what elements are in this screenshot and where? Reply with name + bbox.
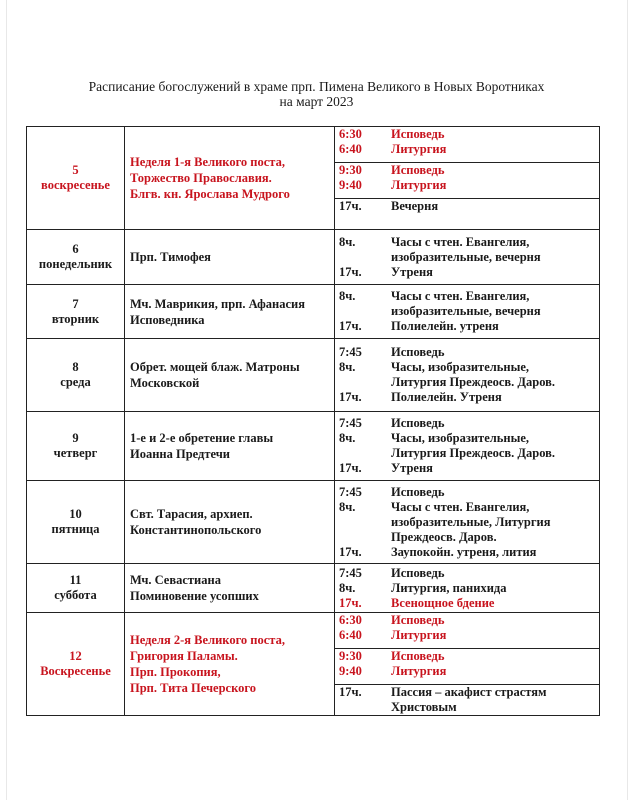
service-name — [391, 545, 599, 560]
schedule-row — [27, 285, 600, 339]
service-line — [335, 127, 599, 142]
service-time: 17ч. — [339, 595, 362, 610]
service-name — [391, 345, 599, 360]
service-name — [391, 142, 599, 157]
weekday: пятница — [51, 522, 100, 536]
service-text: Всенощное бдение — [391, 595, 495, 610]
document-title — [0, 79, 633, 109]
service-name — [391, 613, 599, 628]
feast-line: Неделя 2-я Великого поста, — [130, 633, 285, 647]
service-text: Часы, изобразительные, — [391, 431, 530, 445]
service-time: 6:30 — [339, 613, 362, 627]
schedule-row — [27, 127, 600, 230]
service-time: 6:40 — [339, 142, 362, 156]
service-time: 8ч. — [339, 580, 356, 595]
feast-line: Поминовение усопших — [130, 589, 259, 603]
service-time: 7:45 — [339, 416, 362, 430]
service-time: 9:30 — [339, 649, 362, 663]
feast-cell — [125, 285, 335, 339]
service-line — [335, 566, 599, 581]
service-time: 8ч. — [339, 234, 356, 249]
service-text: изобразительные, вечерня — [391, 249, 541, 264]
day-number: 7 — [72, 296, 79, 311]
service-line — [335, 545, 599, 560]
service-group — [335, 684, 599, 715]
feast-cell — [125, 481, 335, 564]
service-group — [335, 566, 599, 611]
feast-cell — [125, 564, 335, 613]
service-text: Заупокойн. утреня, лития — [391, 544, 537, 559]
day-number: 10 — [69, 507, 82, 521]
feast-line: Константинопольского — [130, 523, 262, 537]
service-time: 17ч. — [339, 199, 362, 213]
service-time: 8ч. — [339, 360, 356, 374]
service-name — [391, 461, 599, 476]
service-text: Литургия — [391, 142, 447, 156]
service-time: 17ч. — [339, 461, 362, 475]
service-name — [391, 431, 599, 461]
weekday: суббота — [54, 588, 97, 602]
feast-line: Обрет. мощей блаж. Матроны — [130, 360, 300, 374]
feast-line: Мч. Севастиана — [130, 573, 221, 587]
service-line — [335, 500, 599, 545]
service-text: Христовым — [391, 700, 457, 714]
service-text: Литургия, панихида — [391, 580, 507, 595]
service-text: Часы с чтен. Евангелия, — [391, 289, 530, 303]
service-text: Исповедь — [391, 345, 445, 359]
service-line — [335, 461, 599, 476]
feast-cell — [125, 613, 335, 716]
services-cell — [335, 613, 600, 716]
feast-line: Иоанна Предтечи — [130, 447, 231, 461]
day-cell — [27, 613, 125, 716]
service-name — [391, 235, 599, 265]
service-name — [391, 360, 599, 390]
feast-line: Торжество Православия. — [130, 171, 272, 185]
service-group — [335, 198, 599, 229]
weekday: четверг — [53, 446, 98, 460]
service-line — [335, 649, 599, 664]
feast-line: Свт. Тарасия, архиеп. — [130, 507, 253, 521]
service-time: 8ч. — [339, 499, 356, 514]
service-time: 8ч. — [339, 289, 356, 303]
service-name — [391, 664, 599, 679]
service-text: Литургия Преждеосв. Даров. — [391, 375, 556, 389]
service-text: Исповедь — [391, 127, 445, 141]
feast-line: Блгв. кн. Ярослава Мудрого — [130, 187, 290, 201]
schedule-row — [27, 230, 600, 285]
service-line — [335, 163, 599, 178]
services-cell — [335, 481, 600, 564]
feast-line: Московской — [130, 376, 200, 390]
service-name — [391, 485, 599, 500]
schedule-row — [27, 613, 600, 716]
service-line — [335, 613, 599, 628]
schedule-row — [27, 339, 600, 412]
service-text: Вечерня — [391, 199, 439, 213]
service-name — [391, 178, 599, 193]
day-cell — [27, 339, 125, 412]
service-text: Исповедь — [391, 416, 445, 430]
service-name — [391, 649, 599, 664]
service-time: 7:45 — [339, 565, 362, 580]
service-line — [335, 431, 599, 461]
service-time: 6:30 — [339, 127, 362, 141]
service-group — [335, 416, 599, 476]
service-text: Литургия Преждеосв. Даров. — [391, 446, 556, 460]
feast-line: Григория Паламы. — [130, 649, 238, 663]
service-text: Исповедь — [391, 613, 445, 627]
service-time: 7:45 — [339, 345, 362, 359]
services-cell — [335, 230, 600, 285]
weekday: среда — [60, 375, 91, 389]
service-text: Часы с чтен. Евангелия, — [391, 499, 530, 514]
service-name — [391, 685, 599, 715]
service-time: 8ч. — [339, 431, 356, 445]
service-line — [335, 581, 599, 596]
service-name — [391, 390, 599, 405]
services-cell — [335, 412, 600, 481]
service-line — [335, 319, 599, 334]
weekday: вторник — [51, 311, 100, 326]
day-cell — [27, 230, 125, 285]
service-time: 9:30 — [339, 163, 362, 177]
service-line — [335, 390, 599, 405]
day-cell — [27, 285, 125, 339]
feast-cell — [125, 127, 335, 230]
service-group — [335, 162, 599, 198]
schedule-row — [27, 481, 600, 564]
service-text: Исповедь — [391, 484, 445, 499]
feast-line: Исповедника — [130, 312, 205, 327]
service-name — [391, 127, 599, 142]
service-name — [391, 319, 599, 334]
feast-cell — [125, 412, 335, 481]
service-name — [391, 500, 599, 545]
service-group — [335, 613, 599, 648]
day-cell — [27, 481, 125, 564]
feast-line: Прп. Тита Печерского — [130, 681, 256, 695]
service-line — [335, 485, 599, 500]
service-time: 9:40 — [339, 664, 362, 678]
service-group — [335, 289, 599, 334]
weekday: понедельник — [38, 257, 113, 271]
feast-line: Прп. Тимофея — [130, 250, 211, 264]
service-name — [391, 596, 599, 611]
service-text: Исповедь — [391, 163, 445, 177]
feast-line: Прп. Прокопия, — [130, 665, 221, 679]
service-name — [391, 628, 599, 643]
service-text: Часы, изобразительные, — [391, 360, 530, 374]
service-text: Литургия — [391, 664, 447, 678]
day-number: 8 — [72, 360, 79, 374]
day-number: 6 — [72, 242, 79, 256]
services-cell — [335, 285, 600, 339]
service-text: Преждеосв. Даров. — [391, 529, 497, 544]
service-text: Пассия – акафист страстям — [391, 685, 547, 699]
service-group — [335, 648, 599, 684]
service-line — [335, 685, 599, 715]
day-number: 5 — [72, 163, 79, 177]
service-line — [335, 235, 599, 265]
service-group — [335, 345, 599, 405]
service-line — [335, 178, 599, 193]
service-text: изобразительные, вечерня — [391, 304, 541, 318]
title-line-1: Расписание богослужений в храме прп. Пимена Великого в Новых Воротниках — [88, 79, 545, 94]
service-group — [335, 485, 599, 560]
services-cell — [335, 127, 600, 230]
day-cell — [27, 127, 125, 230]
service-time: 7:45 — [339, 484, 362, 499]
service-group — [335, 127, 599, 162]
schedule-row — [27, 564, 600, 613]
service-line — [335, 345, 599, 360]
service-line — [335, 142, 599, 157]
service-name — [391, 581, 599, 596]
service-text: Исповедь — [391, 649, 445, 663]
service-time: 17ч. — [339, 685, 362, 699]
service-line — [335, 416, 599, 431]
day-cell — [27, 412, 125, 481]
schedule-row — [27, 412, 600, 481]
service-name — [391, 289, 599, 319]
service-text: Полиелейн. Утреня — [391, 390, 502, 404]
service-line — [335, 360, 599, 390]
day-number: 12 — [69, 649, 82, 663]
service-name — [391, 163, 599, 178]
service-name — [391, 416, 599, 431]
feast-line: Мч. Маврикия, прп. Афанасия — [130, 296, 306, 311]
service-line — [335, 199, 599, 214]
service-text: Утреня — [391, 461, 433, 475]
service-text: Литургия — [391, 178, 447, 192]
weekday: воскресенье — [41, 178, 110, 192]
service-time: 17ч. — [339, 264, 362, 279]
service-line — [335, 628, 599, 643]
services-cell — [335, 564, 600, 613]
day-cell — [27, 564, 125, 613]
service-text: Полиелейн. утреня — [391, 319, 499, 333]
service-time: 17ч. — [339, 319, 362, 333]
service-line — [335, 265, 599, 280]
service-time: 6:40 — [339, 628, 362, 642]
service-line — [335, 664, 599, 679]
weekday: Воскресенье — [40, 664, 111, 678]
service-text: Часы с чтен. Евангелия, — [391, 234, 530, 249]
service-time: 17ч. — [339, 544, 362, 559]
service-line — [335, 289, 599, 319]
schedule-table — [26, 126, 600, 716]
service-name — [391, 566, 599, 581]
feast-cell — [125, 230, 335, 285]
service-time: 17ч. — [339, 390, 362, 404]
service-group — [335, 235, 599, 280]
service-name — [391, 265, 599, 280]
service-name — [391, 199, 599, 214]
service-text: Утреня — [391, 264, 433, 279]
services-cell — [335, 339, 600, 412]
title-line-2: на март 2023 — [279, 94, 354, 109]
service-line — [335, 596, 599, 611]
feast-line: Неделя 1-я Великого поста, — [130, 155, 285, 169]
service-text: изобразительные, Литургия — [391, 514, 551, 529]
service-text: Литургия — [391, 628, 447, 642]
feast-line: 1-е и 2-е обретение главы — [130, 431, 274, 445]
service-time: 9:40 — [339, 178, 362, 192]
day-number: 9 — [72, 431, 79, 445]
feast-cell — [125, 339, 335, 412]
day-number: 11 — [69, 573, 82, 587]
service-text: Исповедь — [391, 565, 445, 580]
